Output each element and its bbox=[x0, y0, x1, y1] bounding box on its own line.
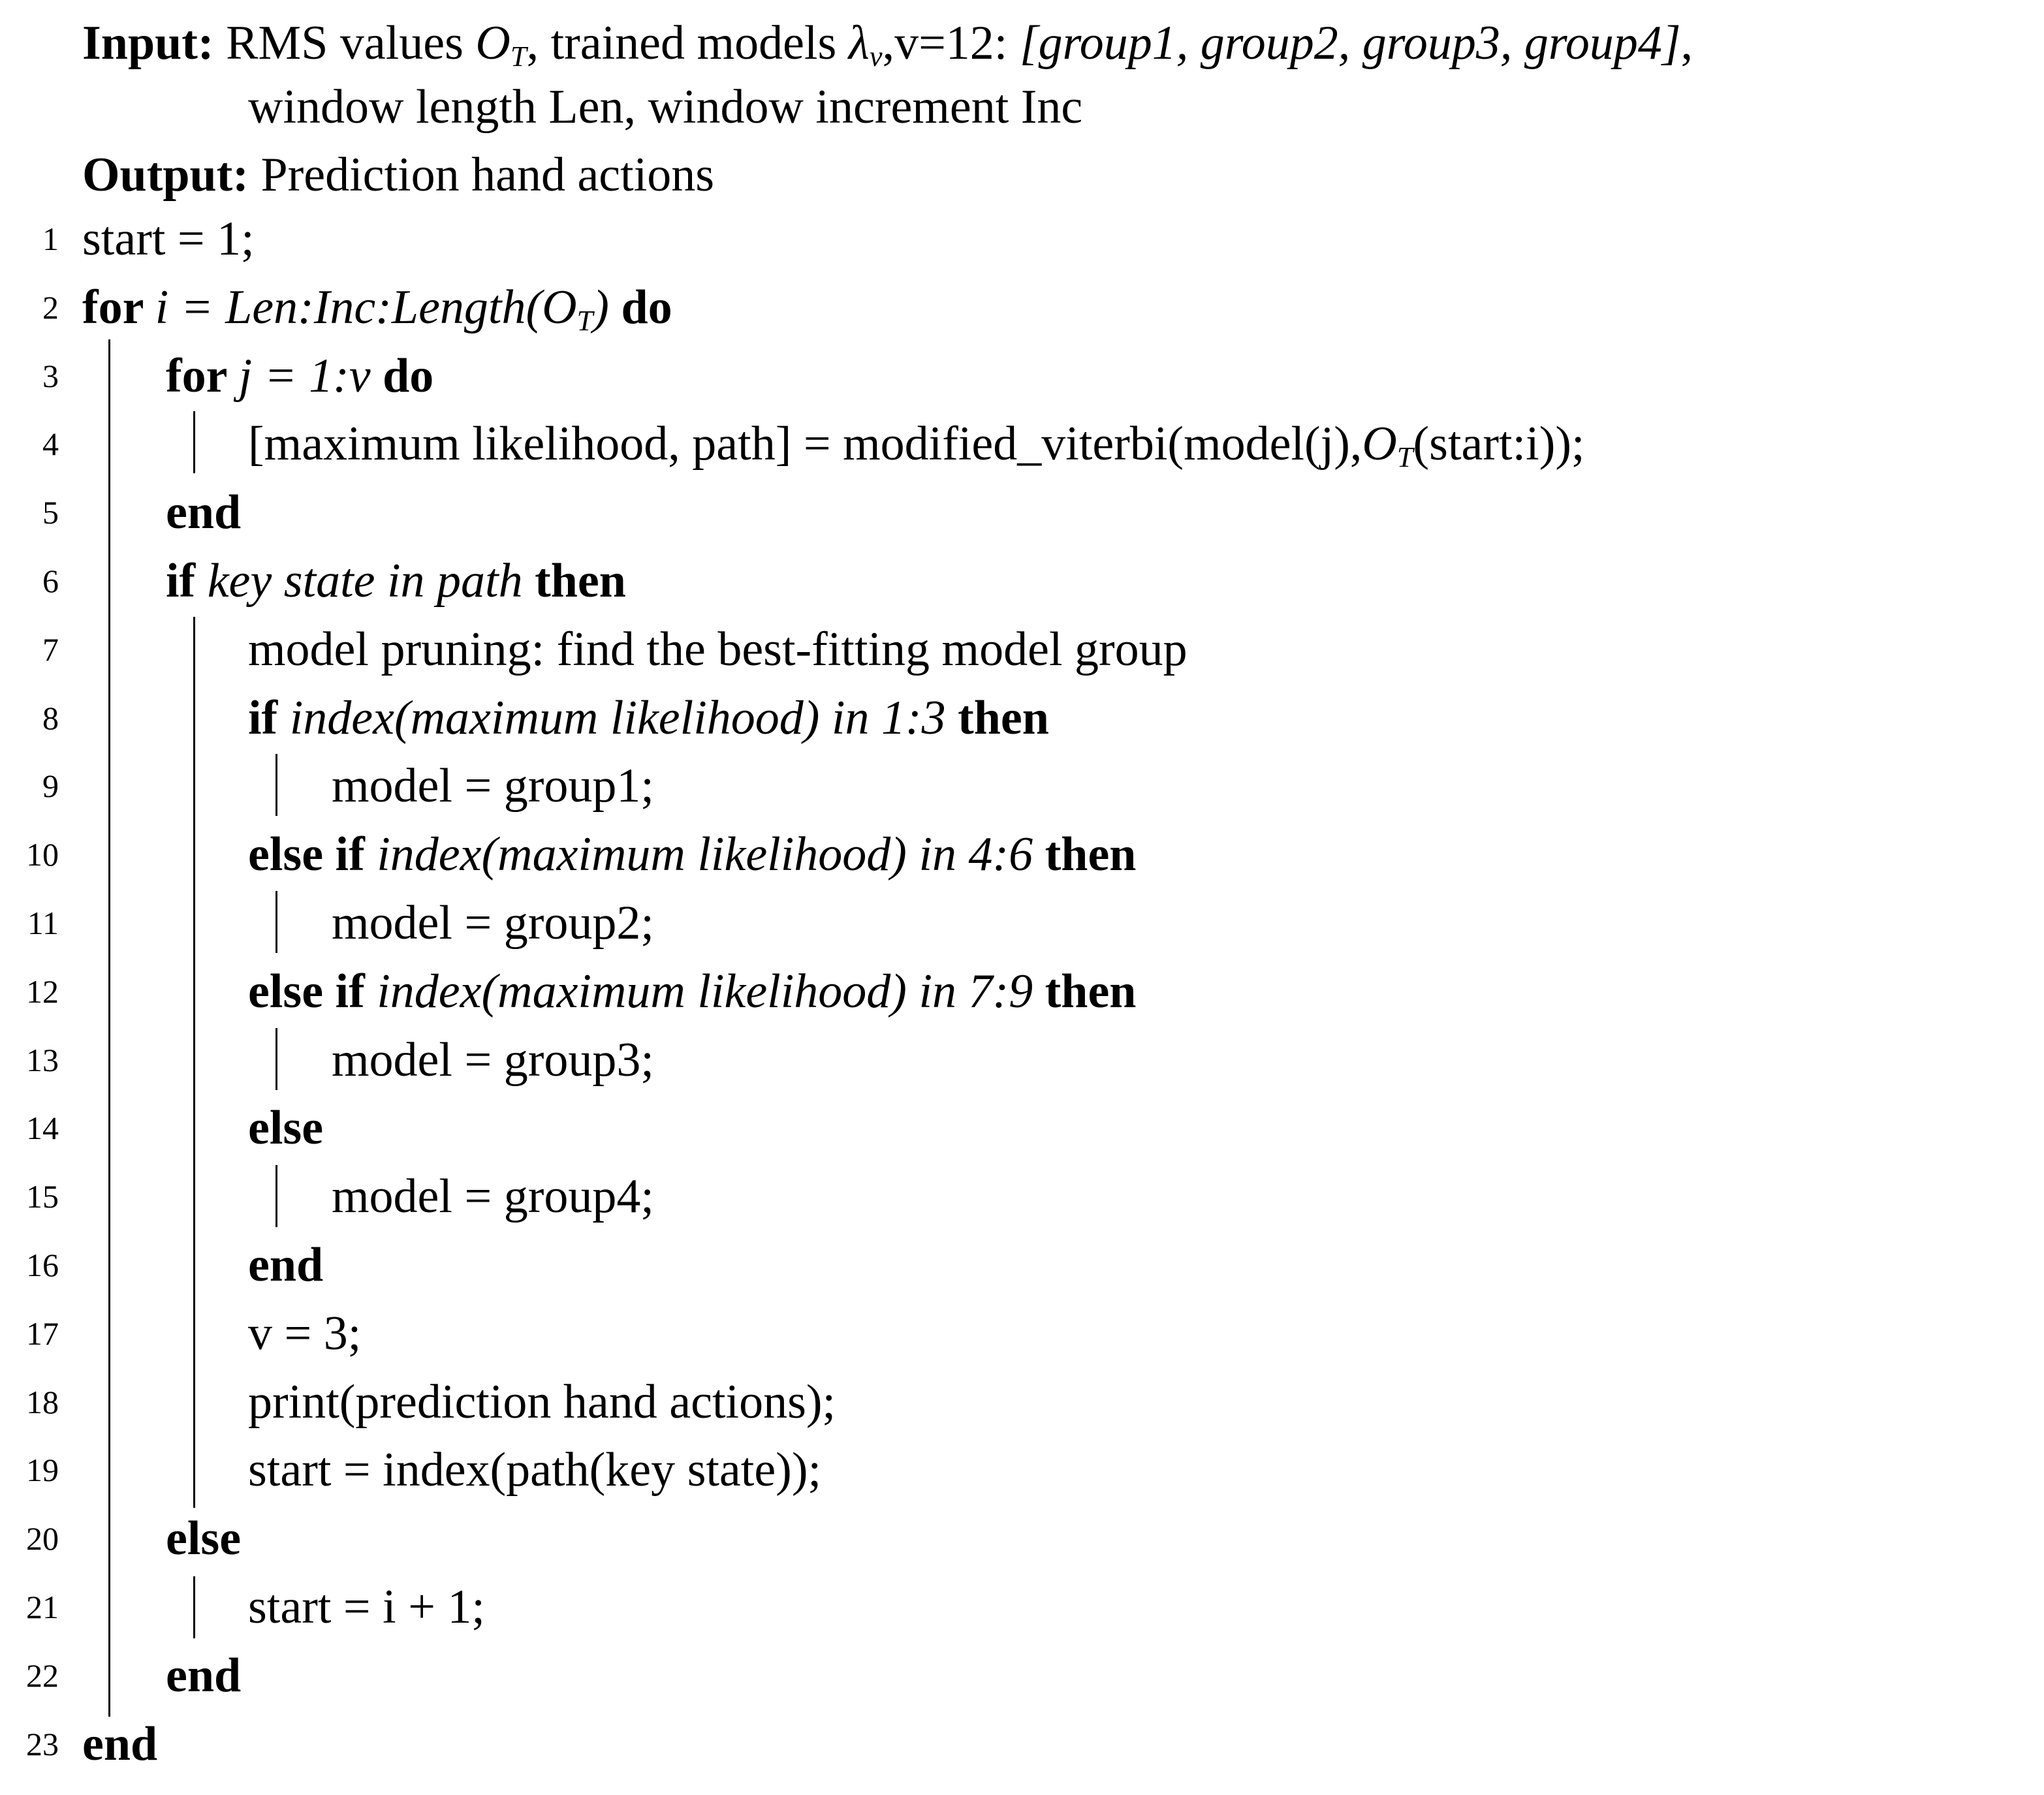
code-token: i = Len:Inc:Length( bbox=[155, 280, 542, 334]
code-token: start = index(path(key state)); bbox=[248, 1443, 822, 1497]
code-token: end bbox=[82, 1717, 158, 1771]
indent-bar-for-i bbox=[108, 339, 110, 1717]
line-number: 8 bbox=[42, 699, 59, 736]
pseudocode-line bbox=[0, 547, 2044, 616]
input-lambda-sub: v bbox=[869, 40, 883, 73]
pseudocode-line bbox=[0, 273, 2044, 342]
code-token: model = group1; bbox=[332, 759, 654, 813]
pseudocode-line bbox=[0, 1231, 2044, 1300]
pseudocode-line bbox=[0, 820, 2044, 889]
input-ot: O bbox=[475, 16, 511, 70]
line-code bbox=[332, 752, 654, 820]
pseudocode-line bbox=[0, 616, 2044, 684]
line-code bbox=[248, 1436, 821, 1505]
pseudocode-line bbox=[0, 1573, 2044, 1642]
line-number: 21 bbox=[26, 1589, 59, 1625]
line-code bbox=[166, 1642, 241, 1710]
code-token: start = i + 1; bbox=[248, 1580, 485, 1634]
pseudocode-line bbox=[0, 410, 2044, 478]
output-label: Output: bbox=[82, 148, 249, 202]
line-number: 16 bbox=[26, 1247, 59, 1283]
line-code bbox=[166, 342, 433, 411]
line-number: 7 bbox=[42, 631, 59, 668]
line-number: 1 bbox=[42, 221, 59, 257]
pseudocode-line bbox=[0, 1642, 2044, 1710]
code-token: v = 3; bbox=[248, 1306, 362, 1360]
indent-bar-group4 bbox=[275, 1165, 277, 1227]
input-text: RMS values bbox=[226, 16, 476, 70]
pseudocode-line bbox=[0, 1368, 2044, 1437]
line-number: 13 bbox=[26, 1041, 59, 1078]
line-code bbox=[166, 478, 241, 547]
code-token: T bbox=[1396, 441, 1413, 474]
code-token: for bbox=[82, 280, 155, 334]
input-text-3: ,v=12: bbox=[882, 16, 1020, 70]
code-token: start = 1; bbox=[82, 212, 255, 266]
code-token: model pruning: find the best-fitting model group bbox=[248, 622, 1187, 676]
input-ot-sub: T bbox=[510, 40, 527, 73]
code-token: then bbox=[522, 554, 626, 608]
code-token: else if bbox=[248, 828, 377, 882]
output-text: Prediction hand actions bbox=[260, 148, 715, 202]
code-token: print(prediction hand actions); bbox=[248, 1375, 836, 1429]
line-code bbox=[248, 1231, 323, 1300]
code-token: O bbox=[542, 280, 577, 334]
line-code bbox=[248, 1300, 361, 1368]
line-number: 23 bbox=[26, 1725, 59, 1762]
code-token: for bbox=[166, 349, 239, 403]
line-number: 19 bbox=[26, 1452, 59, 1489]
code-token: (start:i)); bbox=[1413, 417, 1585, 471]
code-token: model = group3; bbox=[332, 1033, 654, 1087]
line-code bbox=[332, 889, 654, 958]
indent-bar-else bbox=[193, 1576, 195, 1638]
code-token: then bbox=[1033, 828, 1137, 882]
indent-bar-group1 bbox=[275, 754, 277, 816]
line-number: 11 bbox=[27, 905, 59, 941]
code-token: else if bbox=[248, 964, 377, 1018]
input-text-2: , trained models bbox=[526, 16, 849, 70]
pseudocode-line bbox=[0, 1026, 2044, 1095]
input-label: Input: bbox=[82, 16, 214, 70]
code-token: index(maximum likelihood) in 4:6 bbox=[377, 828, 1033, 882]
line-number: 12 bbox=[26, 973, 59, 1010]
input-text-4: , bbox=[1680, 16, 1693, 70]
code-token: then bbox=[1033, 964, 1137, 1018]
indent-bar-group2 bbox=[275, 891, 277, 953]
line-number: 15 bbox=[26, 1178, 59, 1215]
code-token: end bbox=[166, 1648, 242, 1702]
code-token: if bbox=[248, 691, 290, 745]
pseudocode-line bbox=[0, 1436, 2044, 1505]
code-token: end bbox=[166, 486, 242, 540]
line-number: 18 bbox=[26, 1383, 59, 1420]
input-line-2 bbox=[248, 73, 1082, 142]
line-number: 10 bbox=[26, 836, 59, 873]
line-code bbox=[166, 1505, 241, 1573]
line-number: 17 bbox=[26, 1315, 59, 1352]
pseudocode-line bbox=[0, 752, 2044, 820]
indent-bar-if-key bbox=[193, 617, 195, 1508]
line-code bbox=[248, 1094, 323, 1163]
pseudocode-line bbox=[0, 478, 2044, 547]
line-code bbox=[166, 547, 626, 616]
pseudocode-line bbox=[0, 1505, 2044, 1573]
pseudocode-line bbox=[0, 1094, 2044, 1163]
line-code bbox=[82, 1710, 157, 1779]
line-number: 5 bbox=[42, 494, 59, 531]
pseudocode-line bbox=[0, 205, 2044, 273]
input-line-2-text: window length Len, window increment Inc bbox=[248, 80, 1083, 134]
pseudocode-line bbox=[0, 684, 2044, 753]
pseudocode-line bbox=[0, 889, 2044, 958]
line-code bbox=[248, 820, 1136, 889]
input-lambda: λ bbox=[848, 16, 870, 70]
line-number: 2 bbox=[42, 289, 59, 326]
code-token: if bbox=[166, 554, 208, 608]
line-code bbox=[248, 684, 1049, 753]
output-line bbox=[82, 141, 714, 210]
code-token: model = group2; bbox=[332, 896, 654, 950]
code-token: else bbox=[166, 1512, 242, 1566]
code-token: else bbox=[248, 1101, 324, 1155]
line-number: 22 bbox=[26, 1657, 59, 1694]
line-number: 14 bbox=[26, 1110, 59, 1147]
code-token: O bbox=[1362, 417, 1397, 471]
code-token: do bbox=[370, 349, 434, 403]
code-token: T bbox=[576, 304, 593, 337]
line-number: 20 bbox=[26, 1520, 59, 1557]
code-token: then bbox=[945, 691, 1049, 745]
code-token: model = group4; bbox=[332, 1170, 654, 1224]
code-token: ) bbox=[593, 280, 609, 334]
line-number: 3 bbox=[42, 357, 59, 394]
line-code bbox=[248, 616, 1187, 684]
code-token: end bbox=[248, 1238, 324, 1292]
code-token: j = 1:v bbox=[238, 349, 371, 403]
code-token: do bbox=[608, 280, 672, 334]
line-number: 4 bbox=[42, 426, 59, 463]
input-groups: [group1, group2, group3, group4] bbox=[1019, 16, 1681, 70]
code-token: [maximum likelihood, path] = modified_viterbi(model(j), bbox=[248, 417, 1362, 471]
pseudocode-line bbox=[0, 958, 2044, 1026]
code-token: index(maximum likelihood) in 1:3 bbox=[289, 691, 946, 745]
pseudocode-line bbox=[0, 1710, 2044, 1779]
line-code bbox=[248, 1573, 485, 1642]
code-token: key state in path bbox=[207, 554, 523, 608]
line-number: 6 bbox=[42, 563, 59, 599]
pseudocode-line bbox=[0, 1300, 2044, 1368]
line-code bbox=[248, 1368, 836, 1437]
line-code bbox=[332, 1026, 654, 1095]
indent-bar-for-j bbox=[193, 411, 195, 473]
line-code bbox=[248, 958, 1136, 1026]
line-number: 9 bbox=[42, 768, 59, 805]
code-token: index(maximum likelihood) in 7:9 bbox=[377, 964, 1033, 1018]
pseudocode-line bbox=[0, 1163, 2044, 1231]
line-code bbox=[82, 205, 255, 273]
pseudocode-line bbox=[0, 342, 2044, 411]
indent-bar-group3 bbox=[275, 1028, 277, 1090]
line-code bbox=[332, 1163, 654, 1231]
